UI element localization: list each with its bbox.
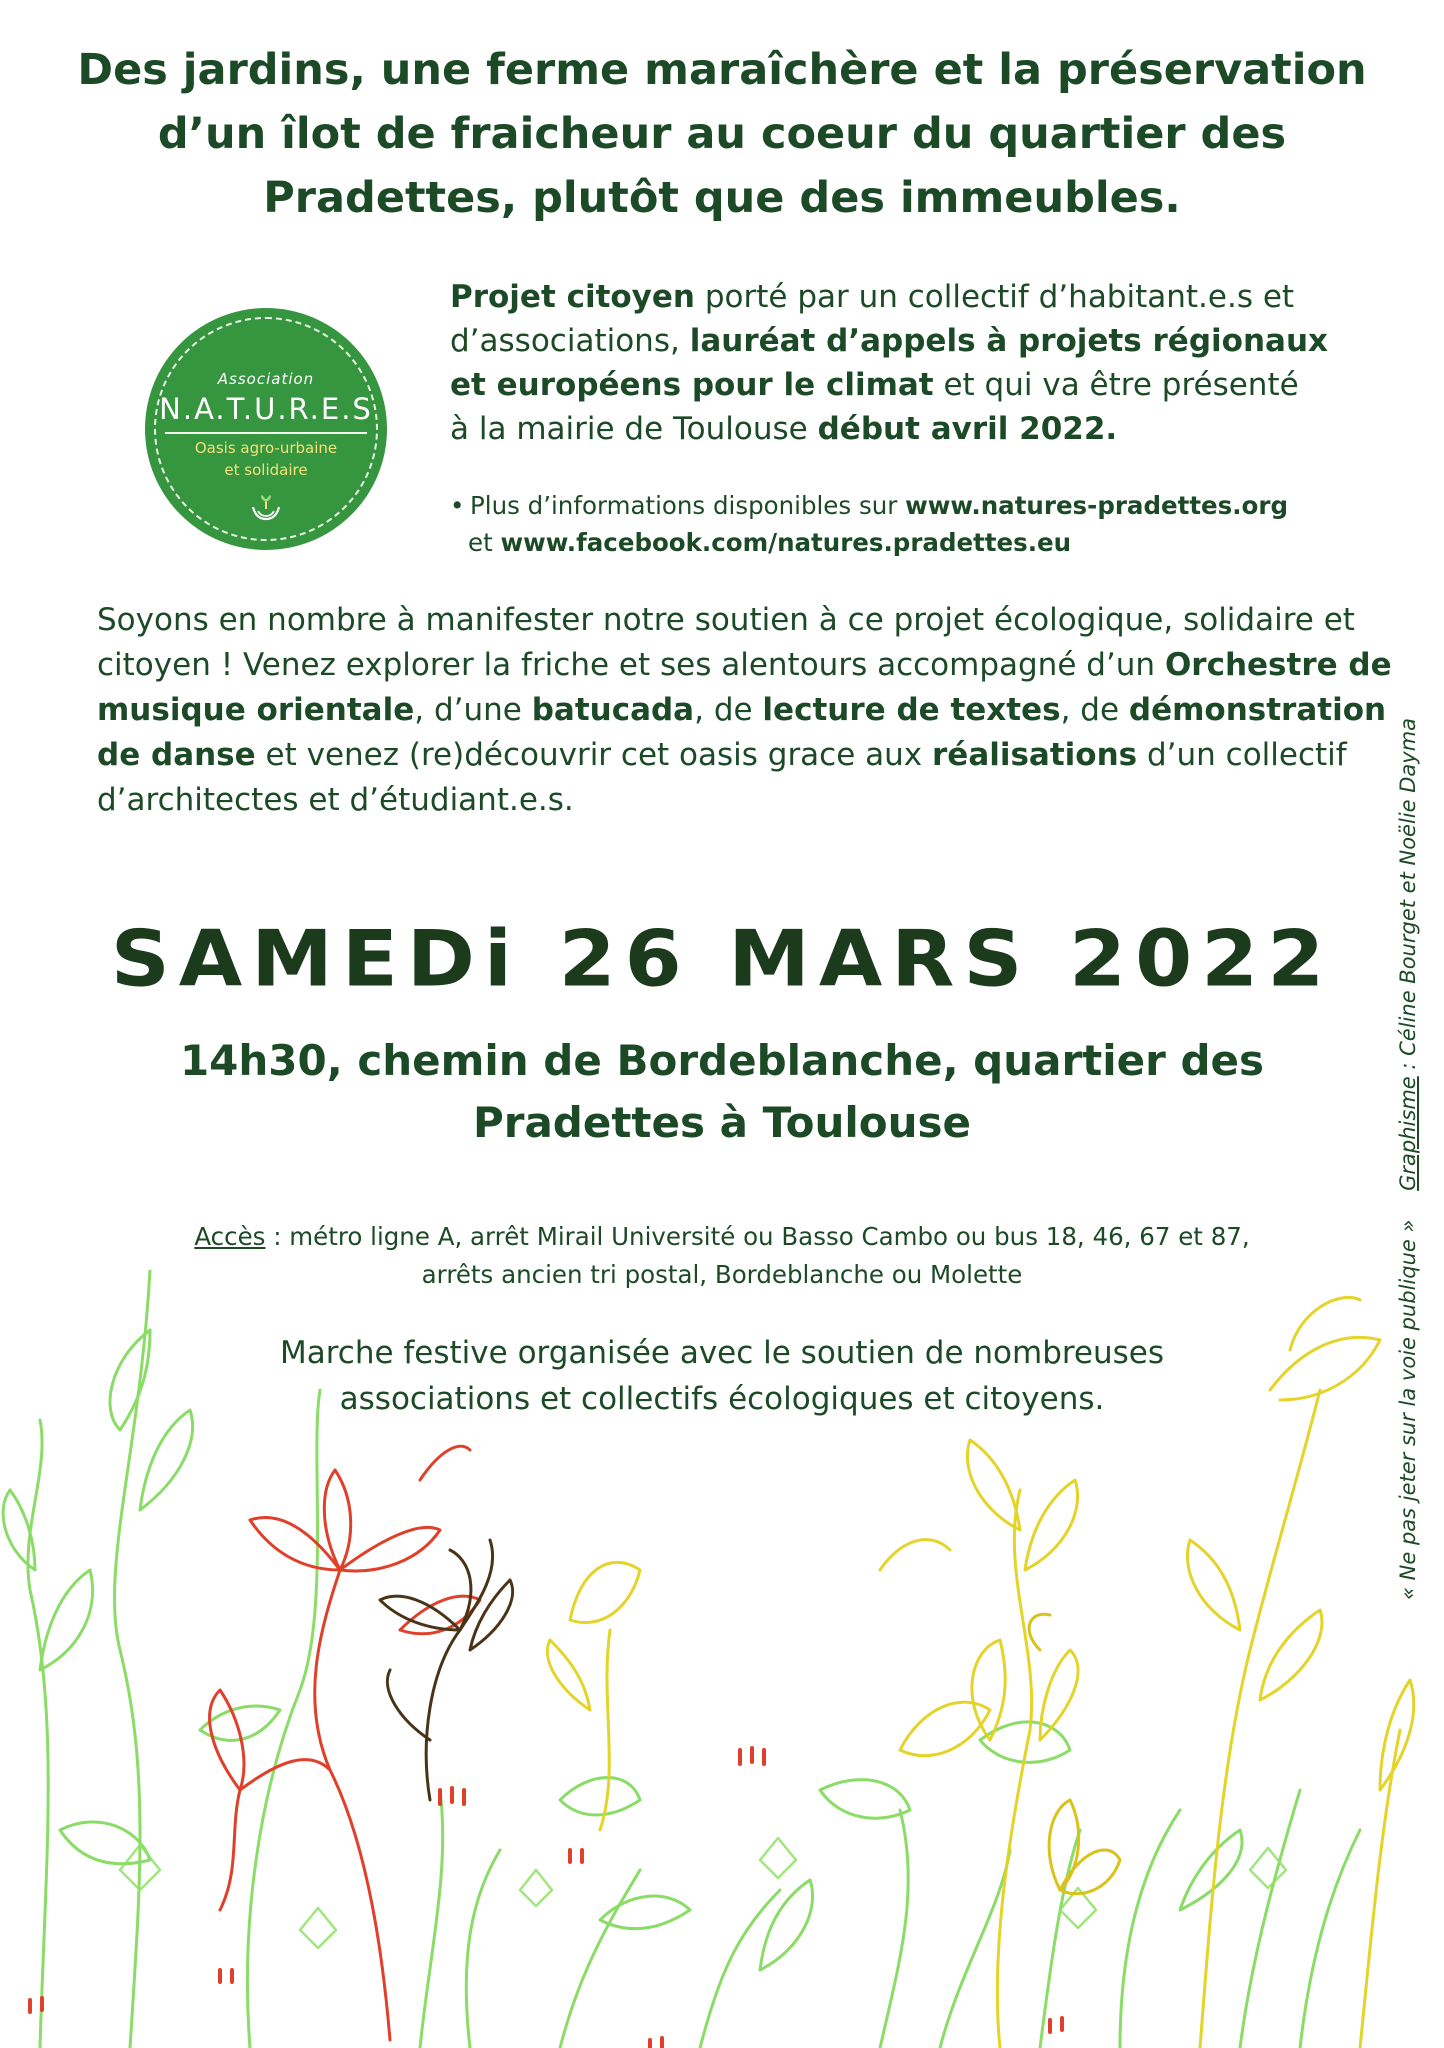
bullet-icon: • bbox=[450, 491, 465, 520]
more-info-line-1 bbox=[450, 487, 1390, 524]
access-line-1 bbox=[60, 1218, 1384, 1256]
intro-line-1 bbox=[450, 275, 1390, 319]
body-text-3a: , d’une bbox=[414, 692, 532, 728]
intro-strong-3: et européens pour le climat bbox=[450, 367, 934, 403]
headline-line-2: d’un îlot de fraicheur au coeur du quartier des bbox=[157, 109, 1287, 159]
march-line-2: associations et collectifs écologiques et citoyens. bbox=[339, 1381, 1105, 1417]
body-text-3b: , de bbox=[694, 692, 763, 728]
body-strong-orchestre: Orchestre de bbox=[1164, 647, 1392, 683]
credit-text bbox=[1396, 718, 1420, 1600]
body-strong-danse: de danse bbox=[97, 737, 256, 773]
intro-line-2 bbox=[450, 319, 1390, 363]
access-label: Accès bbox=[194, 1222, 266, 1251]
logo-association-label: Association bbox=[217, 370, 315, 388]
location-line-2: Pradettes à Toulouse bbox=[472, 1098, 972, 1147]
location-line-1: 14h30, chemin de Bordeblanche, quartier des bbox=[179, 1036, 1265, 1085]
body-strong-lecture: lecture de textes bbox=[762, 692, 1061, 728]
graphisme-credit: : Céline Bourget et Noëlie Dayma bbox=[1396, 717, 1420, 1077]
headline bbox=[40, 38, 1404, 230]
body-strong-batucada: batucada bbox=[531, 692, 695, 728]
access-text-1: : métro ligne A, arrêt Mirail Université ou Basso Cambo ou bus 18, 46, 67 et 87, bbox=[265, 1222, 1250, 1251]
logo-tagline-2: et solidaire bbox=[224, 461, 308, 479]
body-line-5: d’architectes et d’étudiant.e.s. bbox=[97, 782, 574, 818]
body-text-3c: , de bbox=[1060, 692, 1129, 728]
access-line-2: arrêts ancien tri postal, Bordeblanche ou Molette bbox=[421, 1260, 1023, 1289]
intro-strong-2: lauréat d’appels à projets régionaux bbox=[689, 323, 1329, 359]
graphisme-label: Graphisme bbox=[1396, 1076, 1420, 1191]
body-line-4 bbox=[97, 733, 1397, 778]
body-strong-realisations: réalisations bbox=[932, 737, 1138, 773]
project-intro bbox=[450, 275, 1390, 451]
body-text-4b: d’un collectif bbox=[1137, 737, 1347, 773]
body-text-4a: et venez (re)découvrir cet oasis grace aux bbox=[255, 737, 932, 773]
body-line-1: Soyons en nombre à manifester notre soutien à ce projet écologique, solidaire et bbox=[97, 602, 1355, 638]
event-date: SAMEDi 26 MARS 2022 bbox=[110, 914, 1334, 1005]
march-line-1: Marche festive organisée avec le soutien de nombreuses bbox=[279, 1335, 1165, 1371]
intro-line-3 bbox=[450, 363, 1390, 407]
intro-text-3: et qui va être présenté bbox=[933, 367, 1299, 403]
logo-tagline-1: Oasis agro-urbaine bbox=[194, 439, 338, 457]
headline-line-1: Des jardins, une ferme maraîchère et la préservation bbox=[77, 45, 1367, 95]
body-strong-musique: musique orientale bbox=[97, 692, 415, 728]
facebook-link[interactable]: www.facebook.com/natures.pradettes.eu bbox=[500, 528, 1072, 557]
intro-strong-4: début avril 2022. bbox=[817, 411, 1118, 447]
body-line-2 bbox=[97, 643, 1397, 688]
body-line-3 bbox=[97, 688, 1397, 733]
more-info-and: et bbox=[468, 528, 501, 557]
logo-divider bbox=[165, 432, 367, 434]
do-not-litter-notice: « Ne pas jeter sur la voie publique » bbox=[1396, 1219, 1420, 1600]
body-strong-demonstration: démonstration bbox=[1128, 692, 1387, 728]
intro-text-1: porté par un collectif d’habitant.e.s et bbox=[695, 279, 1295, 315]
more-info-line-2 bbox=[450, 524, 1390, 561]
intro-line-4 bbox=[450, 407, 1390, 451]
hands-plant-icon bbox=[249, 491, 283, 525]
headline-line-3: Pradettes, plutôt que des immeubles. bbox=[263, 173, 1181, 223]
website-link[interactable]: www.natures-pradettes.org bbox=[905, 491, 1289, 520]
intro-strong-1: Projet citoyen bbox=[450, 279, 695, 315]
natures-logo bbox=[145, 308, 387, 550]
more-info-text: Plus d’informations disponibles sur bbox=[470, 491, 906, 520]
body-text-2: citoyen ! Venez explorer la friche et ses alentours accompagné d’un bbox=[97, 647, 1165, 683]
event-location bbox=[40, 1030, 1404, 1154]
flower-illustration bbox=[0, 1270, 1444, 2048]
more-info bbox=[450, 487, 1390, 561]
intro-text-2: d’associations, bbox=[450, 323, 690, 359]
intro-text-4: à la mairie de Toulouse bbox=[450, 411, 818, 447]
logo-name: N.A.T.U.R.E.S bbox=[159, 392, 373, 426]
call-to-action-paragraph bbox=[97, 598, 1397, 823]
